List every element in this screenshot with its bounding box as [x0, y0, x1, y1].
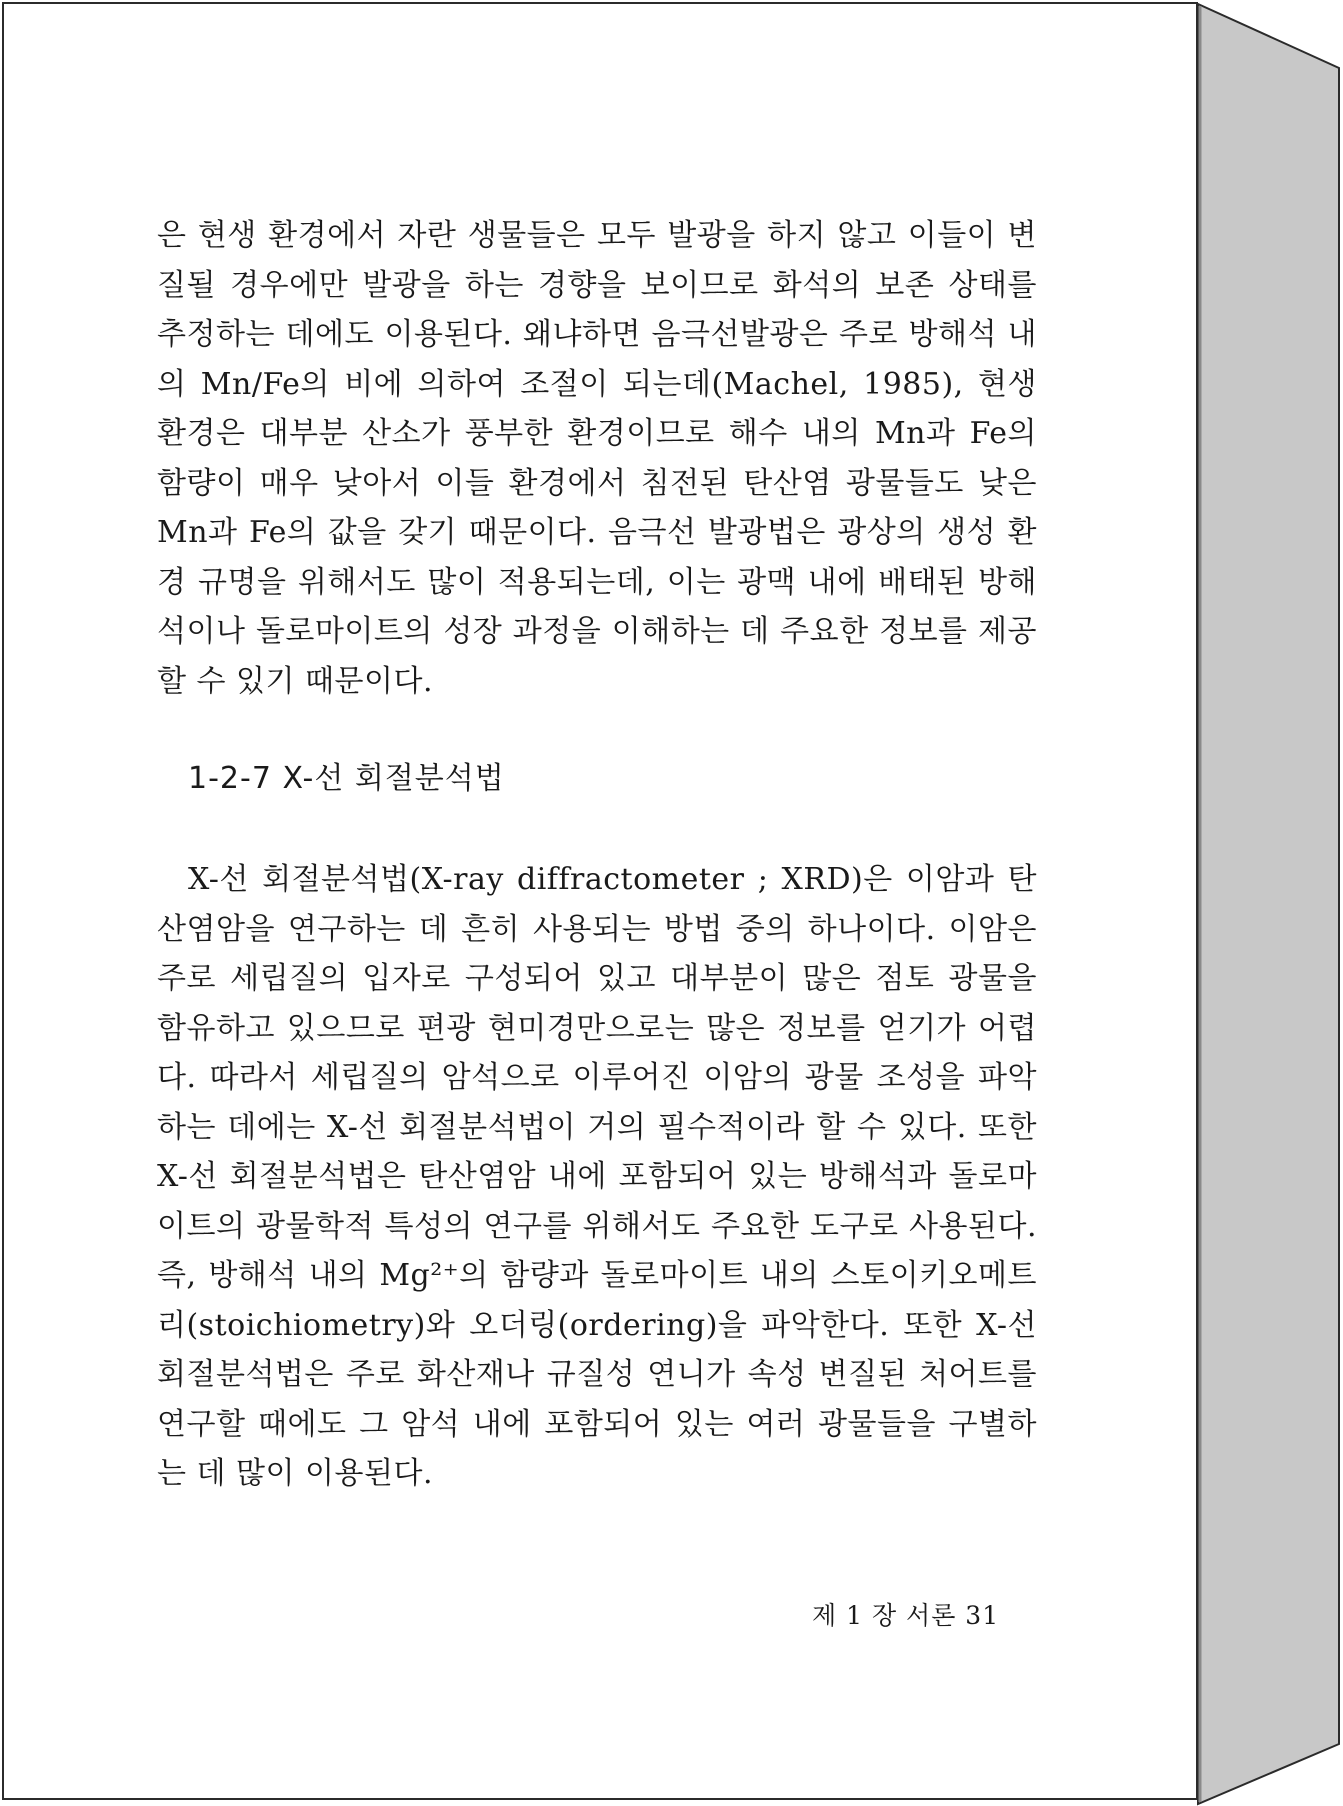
- paragraph-2-text: X-선 회절분석법(X-ray diffractometer ; XRD)은 이암과 탄산염암을 연구하는 데 흔히 사용되는 방법 중의 하나이다. 이암은 주로 세립질의 입자로 구성되어 있고 대부분이 많은 점토 광물을 함유하고 있으므로 편광 현미경만으로는 많은 정보를 얻기가 어렵다. 따라서 세립질의 암석으로 이루어진 이암의 광물 조성을 파악하는 데에는 X-선 회절분석법이 거의 필수적이라 할 수 있다. 또한 X-선 회절분석법은 탄산염암 내에 포함되어 있는 방해석과 돌로마이트의 광물학적 특성의 연구를 위해서도 주요한 도구로 사용된다. 즉, 방해석 내의 Mg²⁺의 함량과 돌로마이트 내의 스토이키오메트리(stoichiometry)와 오더링(ordering)을 파악한다. 또한 X-선 회절분석법은 주로 화산재나 규질성 연니가 속성 변질된 처어트를 연구할 때에도 그 암석 내에 포함되어 있는 여러 광물들을 구별하는 데 많이 이용된다.: [157, 862, 1037, 1491]
- paragraph-cathodoluminescence: [157, 211, 1037, 706]
- section-heading-xrd: 1-2-7 X-선 회절분석법: [188, 761, 505, 796]
- page-footer: 제 1 장 서론 31: [812, 1601, 1000, 1630]
- paragraph-xrd: [157, 855, 1037, 1499]
- paragraph-1-text: 은 현생 환경에서 자란 생물들은 모두 발광을 하지 않고 이들이 변질될 경우에만 발광을 하는 경향을 보이므로 화석의 보존 상태를 추정하는 데에도 이용된다. 왜냐하면 음극선발광은 주로 방해석 내의 Mn/Fe의 비에 의하여 조절이 되는데(Machel, 1985), 현생 환경은 대부분 산소가 풍부한 환경이므로 해수 내의 Mn과 Fe의 함량이 매우 낮아서 이들 환경에서 침전된 탄산염 광물들도 낮은 Mn과 Fe의 값을 갖기 때문이다. 음극선 발광법은 광상의 생성 환경 규명을 위해서도 많이 적용되는데, 이는 광맥 내에 배태된 방해석이나 돌로마이트의 성장 과정을 이해하는 데 주요한 정보를 제공할 수 있기 때문이다.: [157, 218, 1037, 699]
- book-spine-face: [1198, 4, 1339, 1804]
